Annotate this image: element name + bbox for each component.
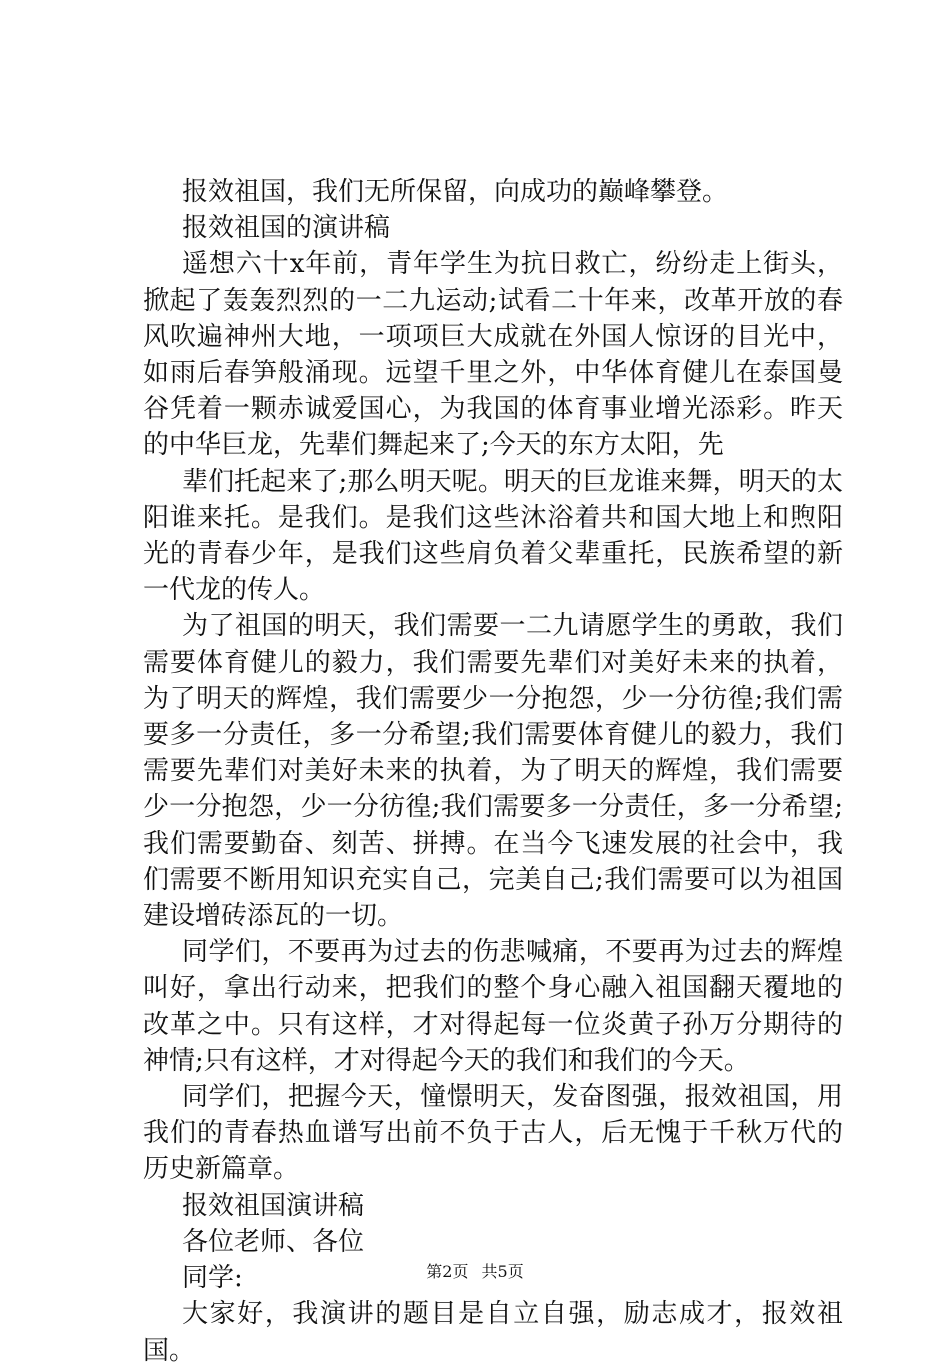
paragraph: 遥想六十x年前，青年学生为抗日救亡，纷纷走上街头，掀起了轰轰烈烈的一二九运动;试看二十年来，改革开放的春风吹遍神州大地，一项项巨大成就在外国人惊讶的目光中，如雨后春笋般涌现。远望千里之外，中华体育健儿在泰国曼谷凭着一颗赤诚爱国心，为我国的体育事业增光添彩。昨天的中华巨龙，先辈们舞起来了;今天的东方太阳，先 — [143, 249, 843, 461]
document-body — [143, 174, 843, 1369]
section-title: 报效祖国的演讲稿 — [182, 213, 391, 244]
paragraph: 同学们，不要再为过去的伤悲喊痛，不要再为过去的辉煌叫好，拿出行动来，把我们的整个身心融入祖国翻天覆地的改革之中。只有这样，才对得起每一位炎黄子孙万分期待的神情;只有这样，才对得起今天的我们和我们的今天。 — [143, 937, 843, 1076]
page-footer — [0, 1262, 950, 1282]
section-title: 报效祖国演讲稿 — [182, 1190, 365, 1221]
salutation: 各位老师、各位 — [182, 1226, 365, 1257]
page-number: 第2页 — [426, 1262, 469, 1281]
page-count: 共5页 — [481, 1262, 524, 1281]
paragraph: 报效祖国，我们无所保留，向成功的巅峰攀登。 — [182, 177, 729, 207]
paragraph: 大家好，我演讲的题目是自立自强，励志成才，报效祖国。 — [143, 1299, 843, 1366]
paragraph: 为了祖国的明天，我们需要一二九请愿学生的勇敢，我们需要体育健儿的毅力，我们需要先辈们对美好未来的执着，为了明天的辉煌，我们需要少一分抱怨，少一分彷徨;我们需要多一分责任，多一分希望;我们需要体育健儿的毅力，我们需要先辈们对美好未来的执着，为了明天的辉煌，我们需要少一分抱怨，少一分彷徨;我们需要多一分责任，多一分希望;我们需要勤奋、刻苦、拼搏。在当今飞速发展的社会中，我们需要不断用知识充实自己，完美自己;我们需要可以为祖国建设增砖添瓦的一切。 — [143, 611, 843, 932]
paragraph: 辈们托起来了;那么明天呢。明天的巨龙谁来舞，明天的太阳谁来托。是我们。是我们这些沐浴着共和国大地上和煦阳光的青春少年，是我们这些肩负着父辈重托，民族希望的新一代龙的传人。 — [143, 466, 843, 606]
salutation: 同学: — [182, 1263, 243, 1294]
paragraph: 同学们，把握今天，憧憬明天，发奋图强，报效祖国，用我们的青春热血谱写出前不负于古人，后无愧于千秋万代的历史新篇章。 — [143, 1082, 843, 1185]
